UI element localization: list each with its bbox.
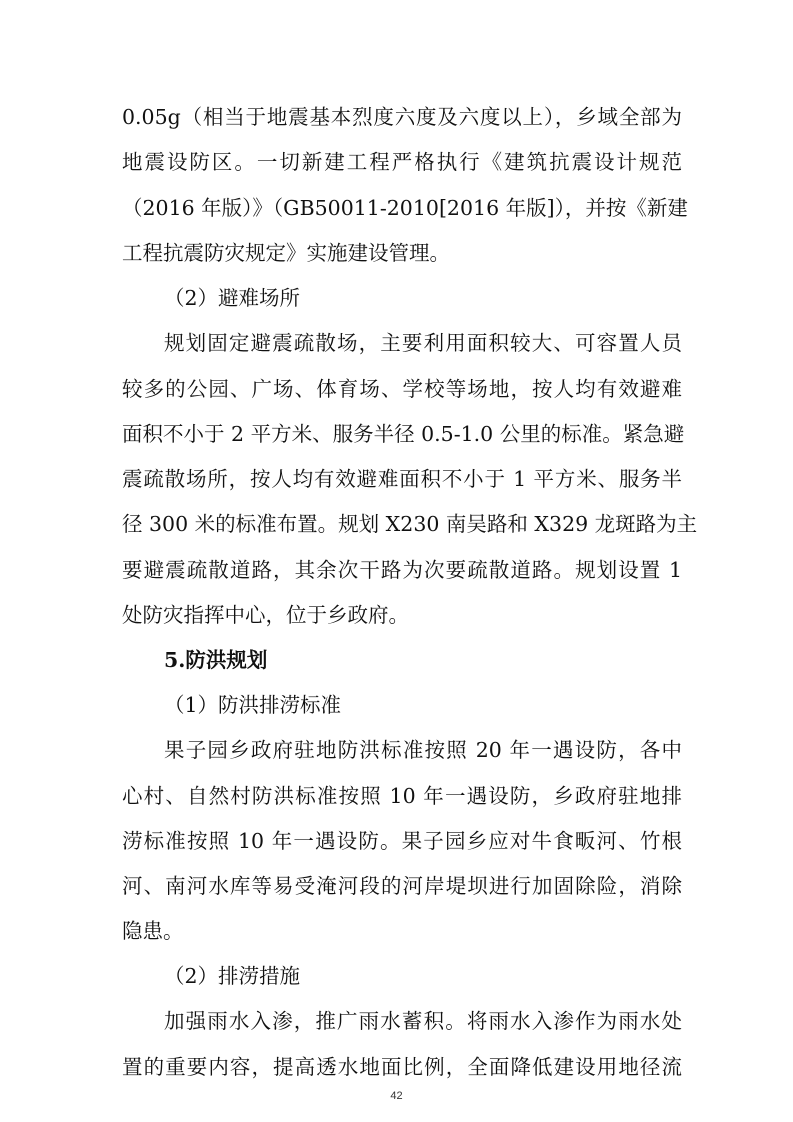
paragraph-line: 心村、自然村防洪标准按照 10 年一遇设防，乡政府驻地排	[122, 784, 682, 808]
page-number: 42	[390, 1090, 403, 1102]
paragraph-line: 地震设防区。一切新建工程严格执行《建筑抗震设计规范	[122, 150, 682, 174]
paragraph-line: 置的重要内容，提高透水地面比例，全面降低建设用地径流	[122, 1055, 682, 1079]
paragraph-line: 果子园乡政府驻地防洪标准按照 20 年一遇设防，各中	[164, 738, 682, 762]
paragraph-line: （2016 年版）》（GB50011-2010[2016 年版]），并按《新建	[122, 196, 688, 220]
paragraph-line: 河、南河水库等易受淹河段的河岸堤坝进行加固除险，消除	[122, 874, 682, 898]
paragraph-line: 处防灾指挥中心，位于乡政府。	[122, 603, 409, 627]
paragraph-line: 震疏散场所，按人均有效避难面积不小于 1 平方米、服务半	[122, 467, 682, 491]
paragraph-line: 隐患。	[122, 919, 184, 943]
subsection-title: （2）排涝措施	[164, 964, 301, 988]
paragraph-line: 面积不小于 2 平方米、服务半径 0.5-1.0 公里的标准。紧急避	[122, 422, 685, 446]
paragraph-line: 0.05g（相当于地震基本烈度六度及六度以上），乡域全部为	[122, 105, 682, 129]
subsection-title: （1）防洪排涝标准	[164, 693, 342, 717]
subsection-title: （2）避难场所	[164, 286, 301, 310]
section-heading: 5.防洪规划	[164, 648, 268, 672]
paragraph-line: 径 300 米的标准布置。规划 X230 南吴路和 X329 龙斑路为主	[122, 512, 698, 536]
paragraph-line: 规划固定避震疏散场，主要利用面积较大、可容置人员	[164, 331, 682, 355]
paragraph-line: 涝标准按照 10 年一遇设防。果子园乡应对牛食畈河、竹根	[122, 829, 682, 853]
paragraph-line: 工程抗震防灾规定》实施建设管理。	[122, 241, 450, 265]
paragraph-line: 较多的公园、广场、体育场、学校等场地，按人均有效避难	[122, 377, 682, 401]
paragraph-line: 要避震疏散道路，其余次干路为次要疏散道路。规划设置 1	[122, 558, 682, 582]
paragraph-line: 加强雨水入渗，推广雨水蓄积。将雨水入渗作为雨水处	[164, 1009, 682, 1033]
